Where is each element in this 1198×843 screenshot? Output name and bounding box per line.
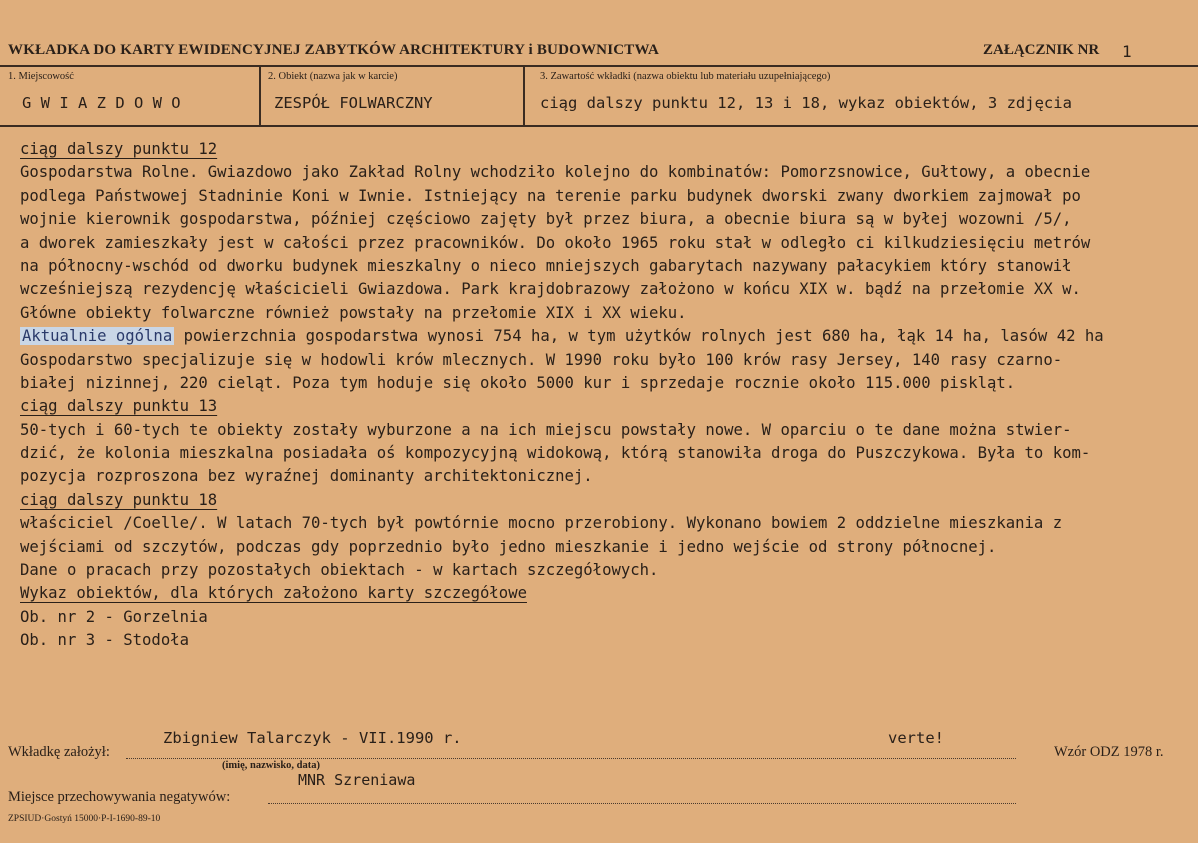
section-heading-12: ciąg dalszy punktu 12 — [20, 140, 218, 158]
made-by-hint: (imię, nazwisko, data) — [222, 760, 320, 771]
body-line: właściciel /Coelle/. W latach 70-tych był powtórnie mocno przerobiony. Wykonano bowiem 2 oddzielne mieszkania z — [20, 514, 1063, 533]
body-line: wcześniejszą rezydencję właścicieli Gwiazdowa. Park krajdobrazowy założono w końcu XIX w. bądź na przełomie XX w. — [20, 280, 1081, 299]
content-value: ciąg dalszy punktu 12, 13 i 18, wykaz obiektów, 3 zdjęcia — [540, 94, 1072, 112]
body-line: wejściami od szczytów, podczas gdy poprzednio było jedno mieszkanie i jedno wejście od strony północnej. — [20, 537, 997, 556]
objects-list-heading: Wykaz obiektów, dla których założono karty szczegółowe — [20, 584, 527, 603]
body-line: wojnie kierownik gospodarstwa, później częściowo zajęty był przez biura, a obecnie biura są w byłej wozowni /5/, — [20, 210, 1072, 229]
body-line: białej nizinnej, 220 cieląt. Poza tym hoduje się około 5000 kur i sprzedaje rocznie około 115.000 piskląt. — [20, 373, 1016, 392]
body-text — [20, 138, 1192, 653]
form-title: WKŁADKA DO KARTY EWIDENCYJNEJ ZABYTKÓW ARCHITEKTURY i BUDOWNICTWA — [8, 42, 660, 58]
negatives-location-value: MNR Szreniawa — [298, 771, 416, 789]
field-divider-1 — [259, 66, 261, 126]
made-by-dotted-line — [126, 758, 1016, 759]
content-label: 3. Zawartość wkładki (nazwa obiektu lub materiału uzupełniającego) — [540, 71, 831, 82]
negatives-dotted-line — [268, 803, 1016, 804]
body-line: Gospodarstwa Rolne. Gwiazdowo jako Zakład Rolny wchodziło kolejno do kombinatów: Pomorzsnowice, Gułtowy, a obecnie — [20, 163, 1091, 182]
object-label: 2. Obiekt (nazwa jak w karcie) — [268, 71, 398, 82]
list-item: Ob. nr 3 - Stodoła — [20, 631, 189, 650]
annex-number: 1 — [1122, 42, 1132, 61]
verte-note: verte! — [888, 729, 944, 747]
body-line: dzić, że kolonia mieszkalna posiadała oś kompozycyjną widokową, którą stanowiła droga do Puszczykowa. Była to kom- — [20, 444, 1091, 463]
body-line: Aktualnie ogólna powierzchnia gospodarstwa wynosi 754 ha, w tym użytków rolnych jest 680 ha, łąk 14 ha, lasów 42 ha — [22, 327, 1104, 346]
header-bottom-rule — [0, 125, 1198, 127]
body-line: Główne obiekty folwarczne również powstały na przełomie XIX i XX wieku. — [20, 303, 687, 322]
body-line: pozycja rozproszona bez wyraźnej dominanty architektonicznej. — [20, 467, 593, 486]
locality-label: 1. Miejscowość — [8, 71, 74, 82]
form-model: Wzór ODZ 1978 r. — [1054, 744, 1164, 760]
section-heading-13: ciąg dalszy punktu 13 — [20, 397, 218, 416]
body-line: Dane o pracach przy pozostałych obiektach - w kartach szczegółowych. — [20, 561, 659, 580]
print-info: ZPSIUD·Gostyń 15000·P-I-1690-89-10 — [8, 814, 161, 824]
field-divider-2 — [523, 66, 525, 126]
negatives-location-label: Miejsce przechowywania negatywów: — [8, 789, 231, 805]
made-by-label: Wkładkę założył: — [8, 744, 110, 760]
section-heading-18: ciąg dalszy punktu 18 — [20, 490, 218, 509]
body-line: 50-tych i 60-tych te obiekty zostały wyburzone a na ich miejscu powstały nowe. W oparciu o te dane można stwier- — [20, 420, 1072, 439]
locality-value: G W I A Z D O W O — [22, 94, 181, 112]
body-line: na północny-wschód od dworku budynek mieszkalny o nieco mniejszych gabarytach nazywany pałacykiem który stanowił — [20, 256, 1072, 275]
body-line: a dworek zamieszkały jest w całości przez pracowników. Do około 1965 roku stał w odległo ci kilkudziesięciu metrów — [20, 233, 1091, 252]
list-item: Ob. nr 2 - Gorzelnia — [20, 607, 208, 626]
body-line: Gospodarstwo specjalizuje się w hodowli krów mlecznych. W 1990 roku było 100 krów rasy Jersey, 140 rasy czarno- — [20, 350, 1063, 369]
annex-label: ZAŁĄCZNIK NR — [983, 42, 1100, 58]
made-by-value: Zbigniew Talarczyk - VII.1990 r. — [163, 729, 462, 747]
highlighted-text: Aktualnie ogólna — [22, 327, 173, 346]
object-value: ZESPÓŁ FOLWARCZNY — [274, 94, 433, 112]
header-top-rule — [0, 65, 1198, 67]
body-line: podlega Państwowej Stadninie Koni w Iwnie. Istniejący na terenie parku budynek dworski zwany dworkiem zajmował po — [20, 186, 1081, 205]
